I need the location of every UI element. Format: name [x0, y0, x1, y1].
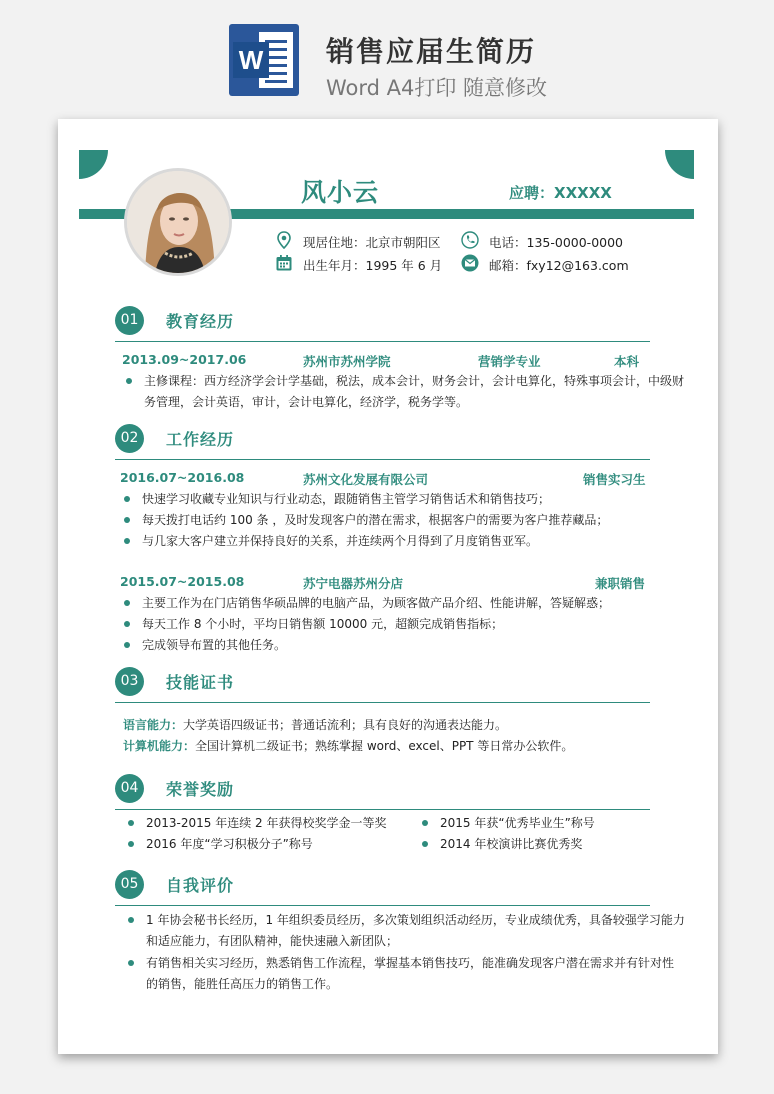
email-icon — [461, 254, 479, 272]
portrait-image — [127, 171, 229, 273]
skill-value: 大学英语四级证书；普通话流利；具有良好的沟通表达能力。 — [183, 718, 508, 732]
skill-key: 计算机能力： — [123, 739, 196, 753]
job-bullet: 与几家大客户建立并保持良好的关系，并连续两个月得到了月度销售亚军。 — [142, 531, 538, 552]
email-text: 邮箱：fxy12@163.com — [489, 258, 629, 273]
section-title: 荣誉奖励 — [166, 780, 235, 799]
section-skills-header — [115, 667, 650, 695]
section-self-header — [115, 870, 650, 898]
job-company: 苏州文化发展有限公司 — [303, 472, 429, 487]
honor-item: 2014 年校演讲比赛优秀奖 — [440, 834, 582, 855]
corner-decoration-left — [79, 150, 108, 179]
section-number: 02 — [115, 424, 144, 453]
honor-item: 2013-2015 年连续 2 年获得校奖学金一等奖 — [146, 813, 387, 834]
section-title: 教育经历 — [166, 312, 235, 331]
section-title: 工作经历 — [166, 430, 235, 449]
skill-value: 全国计算机二级证书；熟练掌握 word、excel、PPT 等日常办公软件。 — [195, 739, 574, 753]
section-number: 05 — [115, 870, 144, 899]
job-bullet: 快速学习收藏专业知识与行业动态，跟随销售主管学习销售话术和销售技巧； — [142, 489, 550, 510]
section-work-header — [115, 424, 650, 452]
edu-school: 苏州市苏州学院 — [303, 354, 391, 369]
edu-degree: 本科 — [614, 354, 640, 369]
word-document-icon — [229, 24, 299, 96]
skill-language — [123, 716, 507, 733]
self-bullet-cont: 的销售，能胜任高压力的销售工作。 — [146, 977, 339, 991]
section-divider — [115, 459, 650, 460]
banner-title: 销售应届生简历 — [326, 35, 537, 68]
applied-position: 应聘：XXXXX — [509, 184, 612, 202]
corner-decoration-right — [665, 150, 694, 179]
skill-computer — [123, 737, 573, 754]
job-bullet: 每天工作 8 个小时，平均日销售额 10000 元，超额完成销售指标； — [142, 614, 503, 635]
job-role: 兼职销售 — [595, 576, 646, 591]
section-number: 03 — [115, 667, 144, 696]
section-title: 技能证书 — [166, 673, 235, 692]
job-bullet: 每天拨打电话约 100 条 ，及时发现客户的潜在需求，根据客户的需要为客户推荐藏品； — [142, 510, 608, 531]
edu-courses-cont: 务管理，会计英语，审计，会计电算化，经济学，税务学等。 — [144, 395, 469, 409]
location-pin-icon — [275, 231, 293, 249]
section-education-header — [115, 306, 650, 334]
edu-major: 营销学专业 — [478, 354, 541, 369]
phone-icon — [461, 231, 479, 249]
honor-item: 2015 年获“优秀毕业生”称号 — [440, 813, 595, 834]
section-divider — [115, 905, 650, 906]
section-number: 01 — [115, 306, 144, 335]
section-title: 自我评价 — [166, 876, 235, 895]
avatar-photo — [124, 168, 232, 276]
job-bullet: 主要工作为在门店销售华硕品牌的电脑产品，为顾客做产品介绍、性能讲解，答疑解惑； — [142, 593, 610, 614]
skill-key: 语言能力： — [123, 718, 184, 732]
candidate-name: 风小云 — [301, 178, 380, 207]
edu-date: 2013.09~2017.06 — [122, 352, 247, 367]
job-bullet: 完成领导布置的其他任务。 — [142, 635, 286, 656]
self-bullet-cont: 和适应能力，有团队精神，能快速融入新团队； — [146, 934, 399, 948]
job-company: 苏宁电器苏州分店 — [303, 576, 404, 591]
section-divider — [115, 341, 650, 342]
self-bullet: 有销售相关实习经历，熟悉销售工作流程，掌握基本销售技巧，能准确发现客户潜在需求并有针对性 — [146, 953, 674, 974]
banner-subtitle: Word A4打印 随意修改 — [326, 76, 548, 100]
birth-text: 出生年月：1995 年 6 月 — [303, 258, 443, 273]
section-number: 04 — [115, 774, 144, 803]
top-banner — [0, 0, 774, 118]
section-honors-header — [115, 774, 650, 802]
section-divider — [115, 809, 650, 810]
resume-page — [58, 119, 718, 1054]
edu-courses: 主修课程：西方经济学会计学基础，税法，成本会计，财务会计，会计电算化，特殊事项会计，中级财 — [144, 371, 684, 392]
job-date: 2016.07~2016.08 — [120, 470, 245, 485]
word-letter: W — [233, 42, 269, 78]
address-text: 现居住地：北京市朝阳区 — [303, 235, 441, 250]
honor-item: 2016 年度“学习积极分子”称号 — [146, 834, 313, 855]
calendar-icon — [275, 254, 293, 272]
phone-text: 电话：135-0000-0000 — [489, 235, 624, 250]
self-bullet: 1 年协会秘书长经历，1 年组织委员经历，多次策划组织活动经历，专业成绩优秀，具备较强学习能力 — [146, 910, 685, 931]
section-divider — [115, 702, 650, 703]
job-role: 销售实习生 — [583, 472, 646, 487]
job-date: 2015.07~2015.08 — [120, 574, 245, 589]
